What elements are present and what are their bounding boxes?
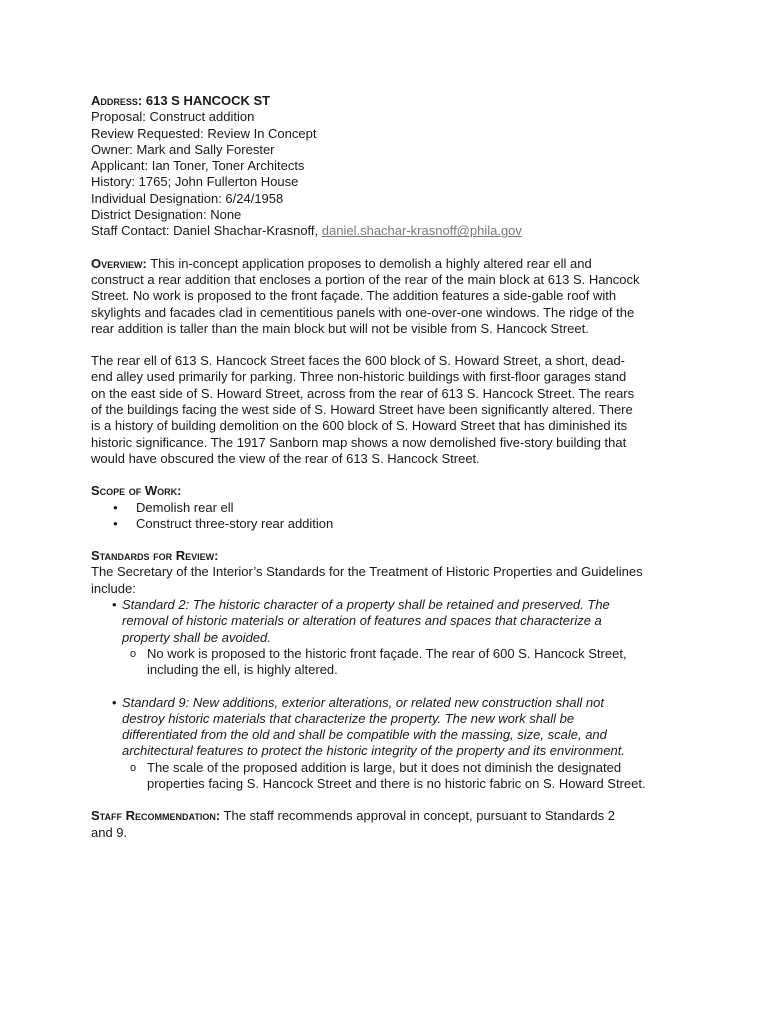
- recommendation-text-0: The staff recommends approval in concept, pursuant to Standards 2: [223, 808, 615, 824]
- standard-2-line-1: removal of historic materials or alteration of features and spaces that characterize a: [122, 613, 602, 629]
- standard-9-item: [91, 695, 691, 793]
- standard-2-finding: [122, 646, 691, 679]
- district-designation-line: District Designation: None: [91, 207, 242, 223]
- document-body: [91, 93, 691, 857]
- recommendation-line-1: and 9.: [91, 824, 128, 840]
- bullet-icon: •: [112, 694, 117, 710]
- circle-bullet-icon: o: [130, 647, 137, 660]
- recommendation-label: Staff Recommendation:: [91, 808, 221, 824]
- standards-list: [91, 597, 691, 792]
- standard-2-line-2: property shall be avoided.: [122, 629, 271, 645]
- section-spacer: [91, 792, 691, 808]
- address-line: [91, 93, 691, 109]
- bullet-icon: •: [112, 597, 117, 613]
- context-paragraph: [91, 353, 691, 467]
- standards-intro-line-1: include:: [91, 580, 136, 596]
- standard-2-finding-line-1: including the ell, is highly altered.: [147, 662, 338, 678]
- applicant-line: Applicant: Ian Toner, Toner Architects: [91, 158, 305, 174]
- scope-item: ● Demolish rear ell: [91, 500, 691, 516]
- overview-line-0: [91, 256, 691, 272]
- recommendation-section: [91, 808, 691, 841]
- owner-line: Owner: Mark and Sally Forester: [91, 141, 275, 157]
- standard-9-finding: [122, 760, 691, 793]
- scope-heading: Scope of Work:: [91, 483, 182, 499]
- overview-line-1: construct a rear addition that encloses a portion of the rear of the main block at 613 S. Hancock: [91, 271, 640, 287]
- standard-2-line-0: Standard 2: The historic character of a property shall be retained and preserved. The: [122, 597, 610, 613]
- context-line-0: The rear ell of 613 S. Hancock Street faces the 600 block of S. Howard Street, a short, dead-: [91, 353, 626, 369]
- staff-contact-email-link[interactable]: daniel.shachar-krasnoff@phila.gov: [321, 223, 522, 239]
- address-value: 613 S HANCOCK ST: [145, 93, 271, 108]
- standard-9-line-0: Standard 9: New additions, exterior alterations, or related new construction shall not: [122, 694, 604, 710]
- context-line-6: would have obscured the view of the rear of 613 S. Hancock Street.: [91, 450, 480, 466]
- standard-9-line-3: architectural features to protect the historic integrity of the property and its environment.: [122, 743, 625, 759]
- standards-intro-line-0: The Secretary of the Interior’s Standards for the Treatment of Historic Properties and Guidelines: [91, 564, 643, 580]
- review-line: Review Requested: Review In Concept: [91, 125, 317, 141]
- circle-bullet-icon: o: [130, 761, 137, 774]
- overview-label: Overview:: [91, 255, 147, 271]
- scope-section: [91, 483, 691, 532]
- list-spacer: [91, 679, 691, 695]
- overview-line-3: skylights and facades clad in cementitious panels with one-over-one windows. The ridge of the: [91, 304, 635, 320]
- scope-item: ● Construct three-story rear addition: [91, 516, 691, 532]
- overview-text-0: This in-concept application proposes to demolish a highly altered rear ell and: [150, 255, 592, 271]
- proposal-line: Proposal: Construct addition: [91, 109, 255, 125]
- standard-9-finding-line-0: The scale of the proposed addition is large, but it does not diminish the designated: [147, 759, 622, 775]
- context-line-3: of the buildings facing the west side of S. Howard Street have been significantly altered. There: [91, 402, 633, 418]
- standard-9-line-2: differentiated from the old and shall be compatible with the massing, size, scale, and: [122, 727, 607, 743]
- overview-line-4: rear addition is taller than the main block but will not be visible from S. Hancock Street.: [91, 320, 589, 336]
- standard-9-line-1: destroy historic materials that characterize the property. The new work shall be: [122, 710, 575, 726]
- context-line-5: historic significance. The 1917 Sanborn map shows a now demolished five-story building that: [91, 434, 627, 450]
- staff-contact-line: [91, 223, 691, 239]
- address-label: Address:: [91, 93, 143, 108]
- recommendation-line-0: [91, 808, 691, 824]
- overview-section: [91, 256, 691, 337]
- header-block: [91, 93, 691, 240]
- standard-9-finding-line-1: properties facing S. Hancock Street and there is no historic fabric on S. Howard Street.: [147, 775, 646, 791]
- standard-2-finding-line-0: No work is proposed to the historic front façade. The rear of 600 S. Hancock Street,: [147, 645, 627, 661]
- standard-2-item: [91, 597, 691, 678]
- context-line-2: on the east side of S. Howard Street, across from the rear of 613 S. Hancock Street. The rears: [91, 385, 635, 401]
- individual-designation-line: Individual Designation: 6/24/1958: [91, 190, 284, 206]
- standards-heading: Standards for Review:: [91, 548, 219, 564]
- overview-line-2: Street. No work is proposed to the front façade. The addition features a side-gable roof with: [91, 288, 617, 304]
- staff-contact-label: Staff Contact: Daniel Shachar-Krasnoff,: [91, 223, 319, 239]
- context-line-4: is a history of building demolition on the 600 block of S. Howard Street that has diminished its: [91, 418, 628, 434]
- context-line-1: end alley used primarily for parking. Three non-historic buildings with first-floor garages stand: [91, 369, 627, 385]
- standards-section: [91, 548, 691, 792]
- history-line: History: 1765; John Fullerton House: [91, 174, 299, 190]
- scope-list: [91, 500, 691, 533]
